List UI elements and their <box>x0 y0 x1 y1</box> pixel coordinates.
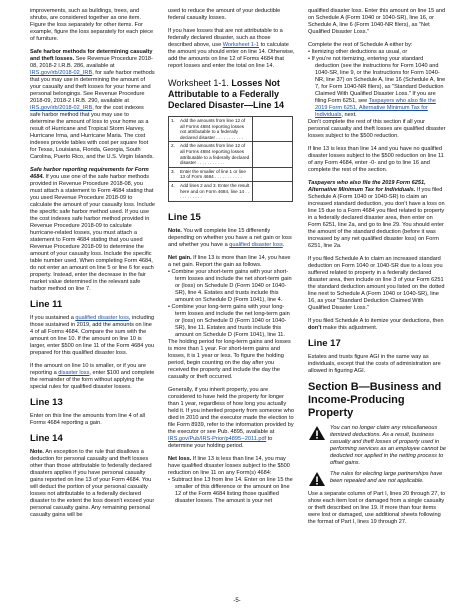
paragraph: Enter on this line the amounts from line 4 of all Forms 4684 reporting a gain. <box>30 413 146 426</box>
text-run: to determine your holding period. <box>168 435 273 449</box>
table-row <box>169 167 293 181</box>
heading-section-b: Section B—Business and Income-Producing Property <box>308 381 442 419</box>
caution-note <box>308 471 446 487</box>
paragraph: qualified disaster loss. Enter this amount on line 15 and on Schedule A (Form 1040 or 1040-SR), line 16, or Schedule A, line 6 (Form 1040-NR filers), as "Net Qualified Disaster Loss." <box>308 8 446 35</box>
paragraph: If line 13 is less than line 14 and you have no qualified disaster losses subject to the $500 reduction on line 11 of any Form 4684, enter -0- and go to line 16 and complete the rest of the section. <box>308 146 444 173</box>
caution-note <box>308 425 446 467</box>
paragraph: Use a separate column of Part I, lines 20 through 27, to show each item lost or damaged from a single casualty or theft described on line 19. If more than four items were lost or damaged, use additional sheets following the format of Part I, lines 19 through 27. <box>308 491 446 525</box>
text-run: If line 13 is less than line 14, you may have qualified disaster losses subject to the $500 reduction on line 11 on any Form(s) 4684: <box>168 455 290 476</box>
paragraph <box>308 318 446 332</box>
text-run: If line 13 is more than line 14, you have a net gain. Report the gain as follows. <box>168 254 291 268</box>
row-number: 2. <box>169 142 179 167</box>
table-row <box>169 142 293 167</box>
form-6251-link[interactable]: Taxpayers who also file the 2019 Form 6251, Alternative Minimum Tax for Individuals <box>315 98 436 118</box>
caution-icon <box>308 425 326 441</box>
bold-run: Safe harbor methods for determining casualty and theft losses. <box>30 49 153 62</box>
text-run: , enter $100 and complete the remainder of the form without applying the special rules for qualified disaster losses. <box>30 370 155 390</box>
heading-line-17: Line 17 <box>308 338 341 349</box>
text-run: If you filed Schedule A (Form 1040 or 1040-SR) to claim an increased standard deduction, you don't have a loss on line 15 due to a Form 4684 you filed related to property in a federally declared disaster area, then enter on Form 6251, line 2a, and go to line 29. You should enter the amount of the standard deduction (before it was increased by any net qualified disaster loss) on Form 6251, line 2a. <box>308 187 445 249</box>
bold-italic-run: Safe harbor reporting requirements for Form 4684. <box>30 167 149 180</box>
bullet-item <box>308 56 446 119</box>
text-run: . <box>282 241 285 248</box>
text-run: If you use one of the safe harbor methods provided in Revenue Procedure 2018-08, you must attach a statement to Form 4684 stating that you used Revenue Procedure 2018-09 to calculate the amount of your casualty loss. Include the specific safe harbor method used. If you use the cost indexes safe harbor method provided in Revenue Procedure 2018-09 to calculate hurricane-related losses, you must attach a statement to Form 4684 stating that you used Revenue Procedure 2018-09 to determine the amount of your casualty loss. Include the specific table number used. When completing Form 4684, do not enter an amount on line 5 or line 6 for each property. Instead, enter the decrease in the fair market value determined in the relevant safe harbor method on line 7. <box>30 174 155 292</box>
row-number: 3. <box>169 167 179 181</box>
worksheet-link[interactable]: Worksheet 1-1 <box>222 42 260 48</box>
paragraph <box>168 387 295 450</box>
bullet-item: • Combine your short-term gains with your short-term losses and include the net short-term gain or (loss) on Schedule D (Form 1040 or 1040-SR), line 4. Estates and trusts include this amount on Schedule D (Form 1041), line 4. <box>168 268 292 303</box>
qualified-disaster-loss-link[interactable]: qualified disaster loss <box>229 241 283 248</box>
column-left <box>30 8 155 525</box>
text-run: You will complete line 15 differently depending on whether you have a net gain or loss and whether you have a <box>168 227 292 248</box>
text-run: Generally, if you inherit property, you are considered to have held the property for longer than 1 year, regardless of how long you actually held it. If you inherited property from someone who died in 2010 and the executor made the election to file Form 8939, refer to the information provided by the executor or see Pub. 4895, available at <box>168 386 294 435</box>
text-run: , for safe harbor methods that you may use in determining the amount of your casualty and theft losses for your home and personal belongings. See Revenue Procedure 2018-09, 2018-2 I.R.B. 290, available at <box>30 70 155 104</box>
bullet-item: • Subtract line 13 from line 14. Enter on line 15 the smaller of this difference or the amount on line 12 of the Form 4684 listing those qualified disaster losses. The amount is your net <box>168 476 293 504</box>
row-text: Add the amounts from line 12 of all Forms 4684 reporting losses not attributable to a federally declared disaster . . . . . . . . . . . <box>178 117 253 142</box>
row-text: Add the amounts from line 12 of all Forms 4684 reporting losses attributable to a federally declared disaster . . . . . . . . . . . <box>178 142 253 167</box>
paragraph <box>30 49 155 161</box>
paragraph <box>168 456 295 477</box>
table-row <box>169 181 293 201</box>
amount-cell[interactable] <box>253 181 293 201</box>
paragraph <box>308 180 446 250</box>
table-row <box>169 117 293 142</box>
bold-run: Note. <box>168 227 182 234</box>
row-text: Enter the smaller of line 1 or line 13 of Form 4684 . . . . . . . . . . . <box>178 167 253 181</box>
paragraph: used to reduce the amount of your deductible federal casualty losses. <box>168 8 281 21</box>
paragraph <box>168 228 295 249</box>
row-text: Add lines 2 and 3. Enter the result here and on Form 4684, line 14 . . . . . . . . . . . <box>178 181 253 201</box>
bold-italic-run: Taxpayers who also file the 2019 Form 6251, Alternative Minimum Tax for Individuals. <box>308 180 426 193</box>
amount-cell[interactable] <box>253 167 293 181</box>
disaster-loss-link[interactable]: disaster loss <box>58 370 90 376</box>
caution-icon <box>308 471 326 487</box>
paragraph <box>30 315 155 357</box>
worksheet-label: Worksheet 1-1. <box>168 78 229 88</box>
text-run: An exception to the rule that disallows a deduction for personal casualty and theft losses other than those attributable to federally declared disasters applies if you have personal casualty gains reported on line 13 of your Form 4684. You will deduct the portion of your personal casualty losses not attributable to a federally declared disaster to the extent the loss doesn't exceed your personal casualty gains. Any remaining personal casualty gains will be <box>30 449 155 518</box>
row-number: 1. <box>169 117 179 142</box>
text-run: , for the cost indexes safe harbor method that you may use to determine the amount of loss to your home as a result of Hurricane and Tropical Storm Harvey, Hurricane Irma, and Hurricane Maria. The cost indexes provide tables with cost per square foot for Texas, Louisiana, Florida, Georgia, South Carolina, Puerto Rico, and the U.S. Virgin Islands. <box>30 105 154 160</box>
caution-text: The rules for electing large partnerships have been repealed and are not applicable. <box>330 471 443 484</box>
text-run: • If you're not itemizing, entering your standard deduction (see the instructions for Form 1040 and 1040-SR, line 9, or the Instructions for Form 1040-NR, line 37) on Schedule A, line 16 (Schedule A, line 7, for Form 1040-NR filers), as "Standard Deduction Claimed With Qualified Disaster Loss." If you are filing Form 6251, see <box>308 56 446 104</box>
text-run: to calculate the amount you should enter on line 14. Otherwise, add the amounts on line 12 of Forms 4684 that report losses and enter the total on line 14. <box>168 42 295 69</box>
irb-link[interactable]: IRS.gov/irb/2018-02_IRB <box>30 105 93 111</box>
text-run: , including those sustained in 2019, add the amounts on line 4 of all Forms 4684. Compare the sum with the amount on line 10. If the amount on line 10 is larger, enter $500 on line 11 of the Form 4684 you prepared for this qualified disaster loss. <box>30 315 155 356</box>
paragraph: Complete the rest of Schedule A either by: <box>308 42 413 48</box>
paragraph: Don't complete the rest of this section if all your personal casualty and theft losses are qualified disaster losses subject to the $500 reduction. <box>308 119 446 139</box>
heading-line-14: Line 14 <box>30 433 63 444</box>
qualified-disaster-loss-link[interactable]: qualified disaster loss <box>75 315 129 321</box>
heading-line-15: Line 15 <box>168 211 201 223</box>
paragraph: The holding period for long-term gains and losses is more than 1 year. For short-term gains and losses, it is 1 year or less. To figure the holding period, begin counting on the day after you received the property and include the day the casualty or theft occurred. <box>168 338 291 380</box>
paragraph <box>30 167 155 293</box>
paragraph: If you filed Schedule A to claim an increased standard deduction on Form 1040 or 1040-SR due to a loss you suffered related to property in a federally declared disaster area, then include on line 3 of your Form 6251 the standard deduction amount you listed on the dotted line next to Schedule A (Form 1040 or 1040-SR), line 16, as your "Standard Deduction Claimed With Qualified Disaster Loss." <box>308 256 445 311</box>
paragraph <box>168 255 295 269</box>
pub-4895-link[interactable]: IRS.gov/Pub/IRS-Prior/p4895--2011.pdf <box>168 435 267 442</box>
heading-line-11: Line 11 <box>30 299 63 310</box>
bold-run: Net gain. <box>168 254 192 261</box>
text-run: See Revenue Procedure 2018-08, 2018-2 I.R.B. 286, available at <box>30 56 153 69</box>
irb-link[interactable]: IRS.gov/irb/2018-02_IRB <box>30 70 93 76</box>
bullet-item: • Itemizing other deductions as usual, or <box>308 49 408 55</box>
bold-run: Net loss. <box>168 455 192 462</box>
bold-run: don't <box>308 325 322 331</box>
page-number: -5- <box>233 598 241 604</box>
text-run: If you have losses that are not attributable to a federally declared disaster, such as those described above, use <box>168 28 283 48</box>
paragraph <box>168 28 295 70</box>
text-run: If you filed Schedule A to itemize your deductions, then <box>308 318 444 324</box>
row-number: 4. <box>169 181 179 201</box>
paragraph <box>30 449 155 519</box>
bullet-item: • Combine your long-term gains with your long-term losses and include the net long-term gain or (loss) on Schedule D (Form 1040 or 1040-SR), line 11. Estates and trusts include this amount on Schedule D (Form 1041), line 11. <box>168 303 290 338</box>
paragraph: improvements, such as buildings, trees, and shrubs, are considered together as one item. Figure the loss separately for other items. For example, figure the loss separately for each piece of furniture. <box>30 8 154 42</box>
paragraph <box>30 363 155 391</box>
worksheet-table <box>168 116 293 202</box>
text-run: make this adjustment. <box>321 325 378 331</box>
paragraph: Estates and trusts figure AGI in the same way as individuals, except that the costs of administration are allowed in figuring AGI. <box>308 354 441 374</box>
text-run: If the amount on line 10 is smaller, or if you are reporting a <box>30 363 146 376</box>
text-run: If you sustained a <box>30 315 76 321</box>
worksheet-heading: Losses Not Attributable to a Federally Declared Disaster—Line 14 <box>168 78 285 110</box>
bold-run: Note. <box>30 449 44 455</box>
amount-cell[interactable] <box>253 142 293 167</box>
column-right <box>308 8 446 532</box>
heading-line-13: Line 13 <box>30 397 63 408</box>
worksheet-title <box>168 78 295 111</box>
caution-text: You can no longer claim any miscellaneous itemized deductions. As a result, business casualty and theft losses of property used in performing services as an employee cannot be deducted nor applied in the netting process to offset gains. <box>330 425 446 466</box>
text-run: , next. <box>341 112 357 118</box>
column-middle <box>168 8 295 505</box>
amount-cell[interactable] <box>253 117 293 142</box>
